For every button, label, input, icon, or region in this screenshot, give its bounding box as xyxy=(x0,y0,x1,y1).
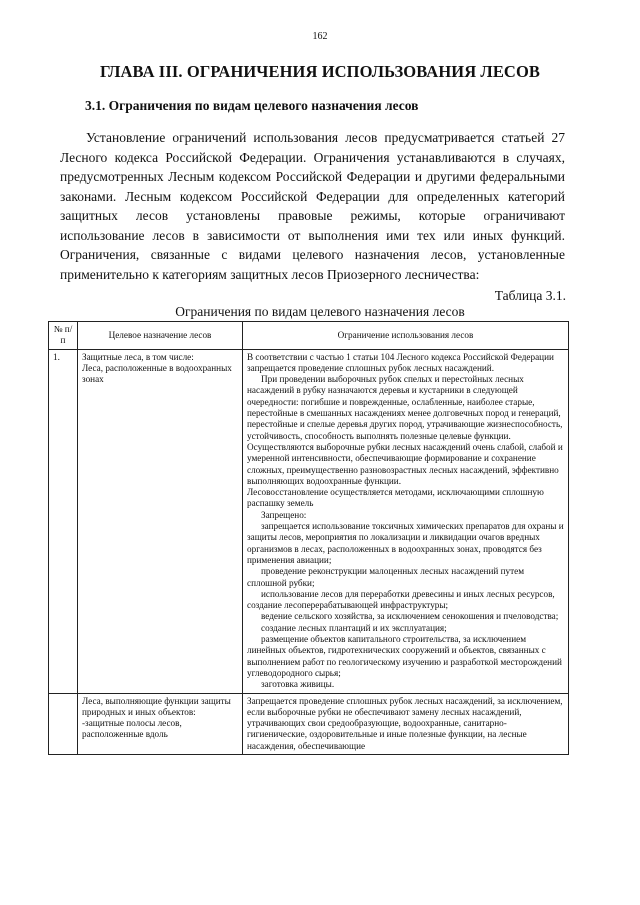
row-number: 1. xyxy=(49,349,78,693)
restriction-line: Запрещено: xyxy=(261,509,307,520)
purpose-line: -защитные полосы лесов, расположенные вдоль xyxy=(82,718,182,740)
restriction-line: ведение сельского хозяйства, за исключением сенокошения и пчеловодства; xyxy=(261,611,559,622)
restriction-line: При проведении выборочных рубок спелых и перестойных лесных насаждений в рубку назначаются деревья и кустарники в следующей очередности: погибшие и поврежденные, ослабленные, наиболее старые, перестойные в смешанных насаждениях менее долговечных пород и генераций, перестойные и спелые деревья других пород, утрачивающие жизнеспособность, устойчивость, способность выполнять полезные целевые функции. xyxy=(247,374,563,441)
section-title: 3.1. Ограничения по видам целевого назначения лесов xyxy=(85,98,419,113)
purpose-line: Защитные леса, в том числе: xyxy=(82,351,194,362)
table-row xyxy=(49,349,569,693)
page-number: 162 xyxy=(312,31,328,42)
table-header-row xyxy=(49,322,569,350)
purpose-line: Леса, выполняющие функции защиты природных и иных объектов: xyxy=(82,695,231,717)
restriction-line: В соответствии с частью 1 статьи 104 Лесного кодекса Российской Федерации запрещается проведение сплошных рубок лесных насаждений. xyxy=(247,351,554,373)
chapter-title: ГЛАВА III. ОГРАНИЧЕНИЯ ИСПОЛЬЗОВАНИЯ ЛЕСОВ xyxy=(99,62,540,81)
purpose-line: Леса, расположенные в водоохранных зонах xyxy=(82,362,232,385)
restriction-line: размещение объектов капитального строительства, за исключением линейных объектов, гидротехнических сооружений и объектов, связанных с выполнением работ по геологическому изучению и разработкой месторождений углеводородного сырья; xyxy=(247,634,562,678)
intro-paragraph: Установление ограничений использования лесов предусматривается статьей 27 Лесного кодекса Российской Федерации. Ограничения устанавливаются в случаях, предусмотренных Лесным кодексом Российской Федерации и другими федеральными законами. Лесным кодексом Российской Федерации для определенных категорий защитных лесов установлены правовые режимы, которые ограничивают использование лесов в зависимости от выполнения ими тех или иных функций. Ограничения, связанные с видами целевого назначения лесов, установленные применительно к категориям защитных лесов Приозерного лесничества: xyxy=(60,130,565,282)
restriction-line: Осуществляются выборочные рубки лесных насаждений очень слабой, слабой и умеренной интенсивности, обеспечивающие формирование и сохранение сложных, преимущественно разновозрастных лесных насаждений, эффективно выполняющих водоохранные функции. xyxy=(247,441,563,486)
restriction-line: Запрещается проведение сплошных рубок лесных насаждений, за исключением, если выборочные рубки не обеспечивают замену лесных насаждений, утрачивающих свои средообразующие, водоохранные, санитарно-гигиенические, оздоровительные и иные полезные функции, на лесные насаждения, обеспечивающие xyxy=(247,695,563,751)
row-restriction xyxy=(243,693,569,754)
row-restriction xyxy=(243,349,569,693)
restriction-line: использование лесов для переработки древесины и иных лесных ресурсов, создание лесоперерабатывающей инфраструктуры; xyxy=(247,588,555,611)
row-purpose xyxy=(78,693,243,754)
table-caption: Таблица 3.1. xyxy=(494,288,566,303)
header-purpose: Целевое назначение лесов xyxy=(78,322,243,350)
table-row xyxy=(49,693,569,754)
restriction-line: заготовка живицы. xyxy=(261,679,335,690)
restriction-line: Лесовосстановление осуществляется методами, исключающими сплошную распашку земель xyxy=(247,487,544,509)
restrictions-table xyxy=(48,321,569,755)
restriction-line: запрещается использование токсичных химических препаратов для охраны и защиты лесов, мероприятия по локализации и ликвидации очагов вредных организмов в лесах, расположенных в водоохранных зонах, проводятся без применения авиации; xyxy=(247,521,564,565)
restriction-line: проведение реконструкции малоценных лесных насаждений путем сплошной рубки; xyxy=(247,566,525,588)
header-number: № п/п xyxy=(49,322,78,350)
table-title: Ограничения по видам целевого назначения лесов xyxy=(175,304,465,319)
row-purpose xyxy=(78,349,243,693)
header-restriction: Ограничение использования лесов xyxy=(243,322,569,350)
restriction-line: создание лесных плантаций и их эксплуатация; xyxy=(261,622,447,633)
row-number xyxy=(49,693,78,754)
